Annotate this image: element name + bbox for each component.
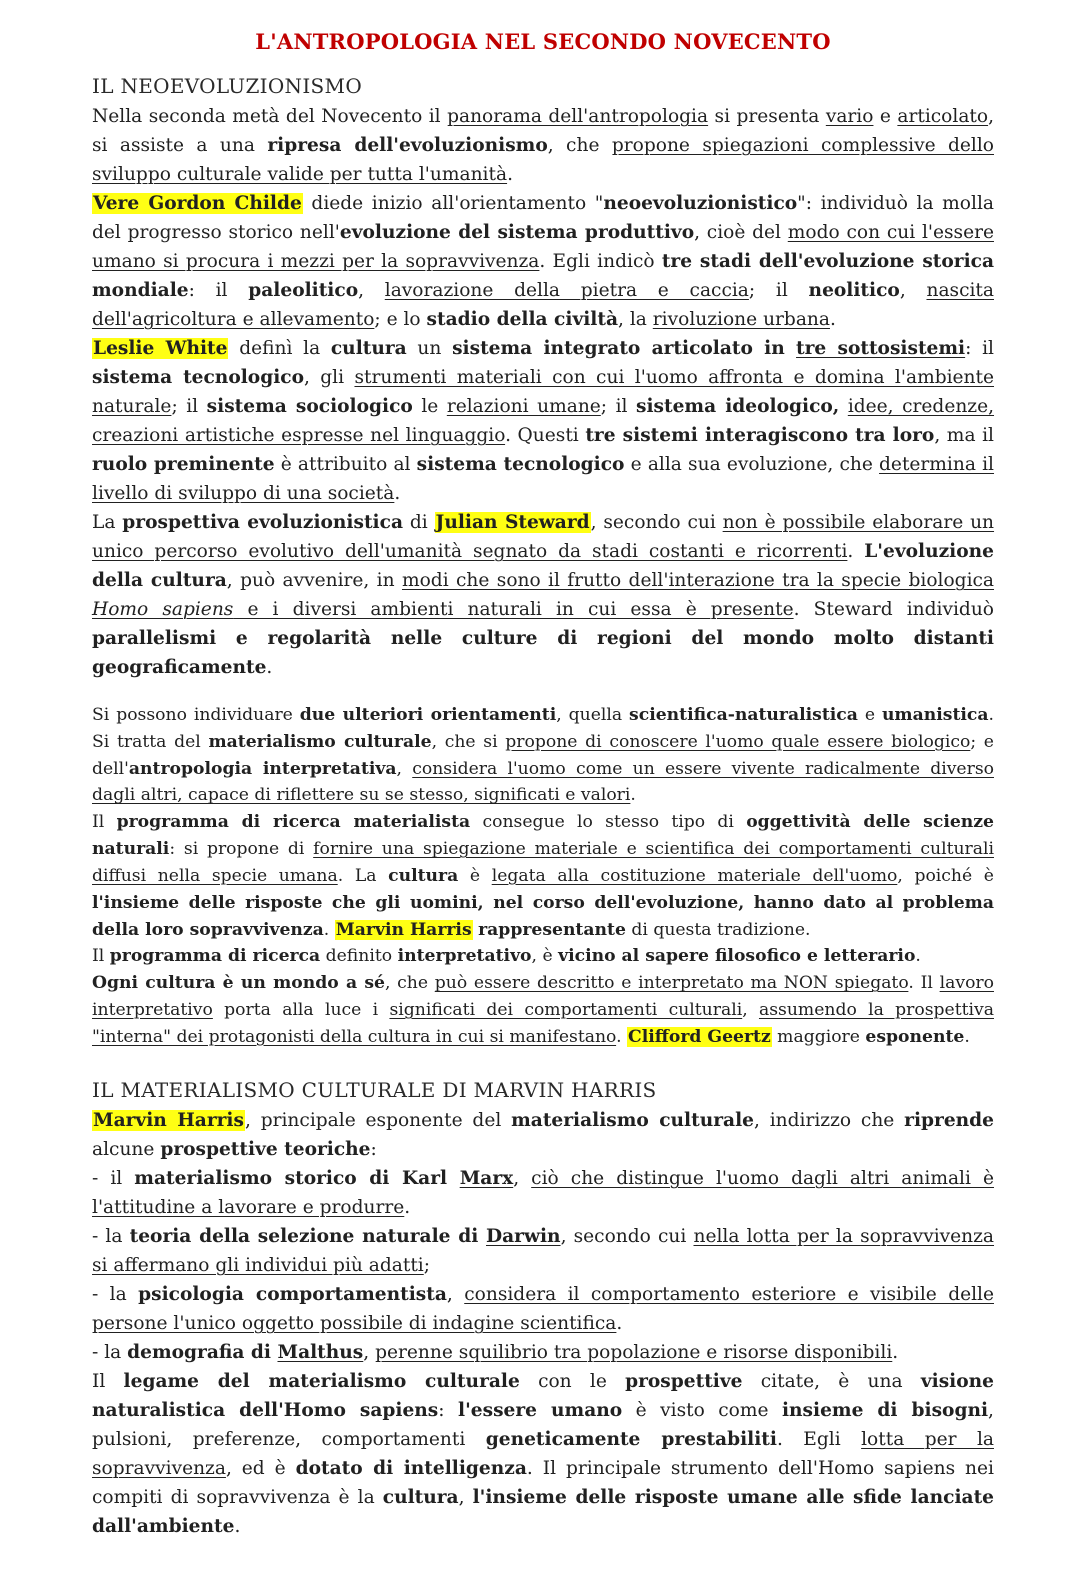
paragraph xyxy=(92,809,994,943)
text-segment: , principale esponente del xyxy=(244,1109,512,1131)
text-segment: antropologia interpretativa xyxy=(128,758,397,779)
text-segment: . xyxy=(234,1515,241,1537)
text-segment: Il xyxy=(92,946,110,967)
text-segment: Il xyxy=(92,812,117,833)
text-segment: materialismo culturale xyxy=(208,731,432,752)
text-segment: , xyxy=(458,1486,473,1508)
text-segment: propone spiegazioni complessive dello sviluppo culturale valide per tutta l'umanità xyxy=(92,134,994,185)
text-segment: - la xyxy=(92,1341,128,1363)
text-segment: sistema integrato articolato in xyxy=(452,337,797,359)
text-segment: , ed è xyxy=(225,1457,296,1479)
text-segment: teoria della selezione naturale di xyxy=(129,1225,486,1247)
text-segment: dotato di intelligenza xyxy=(295,1457,527,1479)
text-segment: Homo sapiens xyxy=(92,598,234,620)
text-segment: , cioè del xyxy=(694,221,788,243)
text-segment: maggiore xyxy=(771,1026,866,1047)
section-body-neoevoluzionismo xyxy=(92,102,994,1051)
text-segment: : il xyxy=(965,337,994,359)
text-segment: , che xyxy=(547,134,612,156)
text-segment: l'insieme delle risposte umane alle sfide lanciate dall'ambiente xyxy=(92,1486,994,1537)
text-segment: , xyxy=(899,279,927,301)
text-segment: cultura xyxy=(330,337,407,359)
text-segment: e alla sua evoluzione, che xyxy=(624,453,880,475)
text-segment: , è xyxy=(531,946,559,967)
text-segment: paleolitico xyxy=(248,279,359,301)
text-segment: Malthus xyxy=(277,1341,364,1363)
text-segment: . xyxy=(915,946,921,967)
text-segment: ; e dell' xyxy=(92,731,994,779)
text-segment: , secondo cui xyxy=(560,1225,694,1247)
text-segment: cultura xyxy=(388,865,459,886)
text-segment: : xyxy=(370,1138,377,1160)
text-segment: , quella xyxy=(556,704,630,725)
text-segment: , xyxy=(446,1283,465,1305)
text-segment: L'evoluzione della cultura xyxy=(92,540,994,591)
text-segment: oggettività delle scienze naturali xyxy=(92,812,994,860)
paragraph xyxy=(92,1367,994,1541)
text-segment: e xyxy=(873,105,898,127)
text-segment: non è possibile elaborare un unico percorso evolutivo dell'umanità segnato da stadi costanti e ricorrenti xyxy=(92,511,995,562)
text-segment: è attribuito al xyxy=(274,453,417,475)
text-segment: , poiché è xyxy=(897,865,994,886)
text-segment: prospettiva evoluzionistica xyxy=(122,511,403,533)
text-segment: Nella seconda metà del Novecento il xyxy=(92,105,448,127)
text-segment: programma di ricerca xyxy=(109,946,321,967)
text-segment: La xyxy=(92,511,123,533)
text-segment: cultura xyxy=(382,1486,459,1508)
text-segment: , indirizzo che xyxy=(753,1109,905,1131)
text-segment: interpretativo xyxy=(397,946,532,967)
text-segment: , si assiste a una xyxy=(92,105,994,156)
text-segment: porta alla luce i xyxy=(212,1000,390,1021)
text-segment: sistema tecnologico xyxy=(92,366,304,388)
paragraph xyxy=(92,1338,994,1367)
text-segment: alcune xyxy=(92,1138,161,1160)
text-segment: legame del materialismo culturale xyxy=(123,1370,520,1392)
text-segment: di questa tradizione. xyxy=(625,919,811,940)
text-segment: . xyxy=(847,540,865,562)
text-segment: ": individuò la molla del progresso storico nell' xyxy=(92,192,994,243)
text-segment: parallelismi e regolarità nelle culture di regioni del mondo molto distanti geograficamente xyxy=(92,627,994,678)
text-segment: ; e lo xyxy=(374,308,427,330)
text-segment: , secondo cui xyxy=(590,511,723,533)
paragraph xyxy=(92,334,994,508)
text-segment: . La xyxy=(337,865,389,886)
text-segment: neoevoluzionistico xyxy=(603,192,798,214)
highlighted-name: Clifford Geertz xyxy=(628,1026,771,1047)
text-segment: riprende xyxy=(904,1109,994,1131)
text-segment: ; xyxy=(423,1254,431,1276)
text-segment: materialismo culturale xyxy=(511,1109,754,1131)
text-segment: tre sistemi interagiscono tra loro xyxy=(585,424,935,446)
text-segment xyxy=(839,396,848,417)
text-segment: fornire una spiegazione materiale e scientifica dei comportamenti culturali diffusi nella specie umana xyxy=(92,839,994,886)
text-segment: e i diversi ambienti naturali in cui essa è presente xyxy=(233,598,794,620)
text-segment: . Egli xyxy=(776,1428,862,1450)
text-segment: assumendo la prospettiva "interna" dei protagonisti della cultura in cui si manifestano xyxy=(92,1000,994,1047)
text-segment: Marx xyxy=(459,1167,514,1189)
text-segment: legata alla costituzione materiale dell'uomo xyxy=(491,865,898,886)
highlighted-name: Leslie White xyxy=(93,337,228,359)
paragraph xyxy=(92,702,994,809)
text-segment: esponente xyxy=(865,1026,965,1047)
text-segment: : si propone di xyxy=(169,839,314,860)
text-segment: modo con cui l'essere umano si procura i mezzi per la sopravvivenza xyxy=(92,221,994,272)
text-segment: ciò che distingue l'uomo dagli altri animali è l'attitudine a lavorare e produrre xyxy=(92,1167,994,1218)
text-segment: : il xyxy=(188,279,249,301)
text-segment: , che xyxy=(384,973,435,994)
text-segment: vario xyxy=(825,105,874,127)
text-segment: è visto come xyxy=(622,1399,782,1421)
text-segment: , xyxy=(363,1341,376,1363)
text-segment: Si possono individuare xyxy=(92,704,300,725)
text-segment: definito xyxy=(320,946,398,967)
text-segment: scientifica-naturalistica xyxy=(629,704,858,725)
text-segment: , xyxy=(396,758,413,779)
text-segment: vicino al sapere filosofico e letterario xyxy=(558,946,916,967)
text-segment: rappresentante xyxy=(478,919,626,940)
text-segment: può essere descritto e interpretato ma NON spiegato xyxy=(434,973,909,994)
text-segment: neolitico xyxy=(808,279,900,301)
text-segment: , la xyxy=(618,308,653,330)
text-segment: visione naturalistica dell'Homo sapiens xyxy=(92,1370,994,1421)
text-segment: prospettive xyxy=(625,1370,743,1392)
text-segment: , xyxy=(742,1000,759,1021)
text-segment: e xyxy=(857,704,882,725)
paragraph xyxy=(92,1106,994,1164)
text-segment: programma di ricerca materialista xyxy=(116,812,471,833)
text-segment: nascita dell'agricoltura e allevamento xyxy=(92,279,994,330)
text-segment: Darwin xyxy=(486,1225,561,1247)
text-segment: tre stadi dell'evoluzione storica mondiale xyxy=(92,250,995,301)
text-segment: , ma il xyxy=(934,424,994,446)
text-segment: insieme di bisogni xyxy=(781,1399,989,1421)
text-segment: relazioni umane xyxy=(446,395,601,417)
text-segment: ripresa dell'evoluzionismo xyxy=(267,134,548,156)
text-segment: due ulteriori orientamenti xyxy=(299,704,557,725)
text-segment: l'insieme delle risposte che gli uomini, nel corso dell'evoluzione, hanno dato al problema della loro sopravvivenza xyxy=(92,892,994,940)
text-segment: evoluzione del sistema produttivo xyxy=(339,221,695,243)
text-segment: - il xyxy=(92,1167,135,1189)
text-segment: un xyxy=(406,337,453,359)
paragraph xyxy=(92,1222,994,1280)
text-segment: Il xyxy=(92,1370,124,1392)
text-segment: materialismo storico di Karl xyxy=(134,1167,460,1189)
section-heading-neoevoluzionismo: IL NEOEVOLUZIONISMO xyxy=(92,73,363,98)
text-segment: - la xyxy=(92,1283,139,1305)
text-segment: con le xyxy=(519,1370,626,1392)
text-segment: diede inizio all'orientamento " xyxy=(302,192,604,214)
highlighted-name: Julian Steward xyxy=(435,511,590,533)
text-segment: ; il xyxy=(748,279,809,301)
text-segment: citate, è una xyxy=(742,1370,921,1392)
text-segment: definì la xyxy=(228,337,331,359)
text-segment: si presenta xyxy=(708,105,826,127)
text-segment: rivoluzione urbana xyxy=(652,308,830,330)
text-segment: sistema sociologico xyxy=(206,395,413,417)
text-segment: considera l'uomo come un essere vivente radicalmente diverso dagli altri, capace di riflettere su se stesso, significati e valori xyxy=(92,758,994,806)
text-segment: . xyxy=(404,1196,411,1218)
text-segment: geneticamente prestabiliti xyxy=(485,1428,777,1450)
text-segment: ; il xyxy=(600,395,637,417)
text-segment: lavorazione della pietra e caccia xyxy=(384,279,749,301)
text-segment: le xyxy=(412,395,447,417)
text-segment: propone di conoscere l'uomo quale essere biologico xyxy=(505,731,971,752)
text-segment: . xyxy=(323,919,335,940)
text-segment: demografia di xyxy=(127,1341,278,1363)
paragraph xyxy=(92,189,994,334)
section-body-materialismo-culturale xyxy=(92,1106,994,1541)
text-segment: . Il xyxy=(908,973,940,994)
text-segment: . xyxy=(394,482,401,504)
section-materialismo-culturale xyxy=(92,1075,994,1541)
text-segment: articolato xyxy=(897,105,989,127)
text-segment: . Questi xyxy=(505,424,586,446)
text-segment: . xyxy=(616,1312,623,1334)
text-segment: - la xyxy=(92,1225,130,1247)
text-segment: . xyxy=(507,163,513,185)
section-neoevoluzionismo xyxy=(92,71,994,1051)
text-segment: . Steward individuò xyxy=(793,598,995,620)
highlighted-name: Vere Gordon Childe xyxy=(93,192,302,214)
text-segment: . xyxy=(964,1026,970,1047)
text-segment: Ogni cultura è un mondo a sé xyxy=(92,973,385,994)
text-segment: lavoro interpretativo xyxy=(92,973,994,1021)
text-segment: consegue lo stesso tipo di xyxy=(470,812,747,833)
text-segment: ; il xyxy=(171,395,207,417)
text-segment: nella lotta per la sopravvivenza si affermano gli individui più adatti xyxy=(92,1225,995,1276)
text-segment: sistema tecnologico xyxy=(416,453,625,475)
text-segment: , pulsioni, preferenze, comportamenti xyxy=(92,1399,994,1450)
text-segment: . xyxy=(892,1341,899,1363)
text-segment: perenne squilibrio tra popolazione e risorse disponibili xyxy=(375,1341,893,1363)
text-segment: strumenti materiali con cui l'uomo affronta e domina l'ambiente naturale xyxy=(92,366,995,417)
highlighted-name: Marvin Harris xyxy=(93,1109,244,1131)
text-segment: . Il principale strumento dell'Homo sapiens nei compiti di sopravvivenza è la xyxy=(92,1457,994,1508)
text-segment: , xyxy=(513,1167,532,1189)
text-segment: panorama dell'antropologia xyxy=(447,105,709,127)
text-segment: : xyxy=(438,1399,459,1421)
text-segment: è xyxy=(458,865,492,886)
text-segment: . xyxy=(829,308,836,330)
text-segment: umanistica xyxy=(881,704,989,725)
text-segment: idee, credenze, creazioni artistiche espresse nel linguaggio xyxy=(92,395,995,446)
text-segment: , che si xyxy=(431,731,506,752)
paragraph xyxy=(92,970,994,1050)
text-segment: , gli xyxy=(304,366,355,388)
text-segment: tre sottosistemi xyxy=(796,337,966,359)
paragraph xyxy=(92,1280,994,1338)
text-segment: lotta per la sopravvivenza xyxy=(92,1428,994,1479)
document-title: L'ANTROPOLOGIA NEL SECONDO NOVECENTO xyxy=(255,29,831,54)
text-segment: . Si tratta del xyxy=(92,704,994,752)
text-segment: psicologia comportamentista xyxy=(138,1283,447,1305)
text-segment: l'essere umano xyxy=(458,1399,623,1421)
paragraph xyxy=(92,943,994,970)
text-segment: modi che sono il frutto dell'interazione tra la specie biologica xyxy=(401,569,995,591)
text-segment: . Egli indicò xyxy=(539,250,662,272)
text-segment: di xyxy=(403,511,435,533)
text-segment: . xyxy=(630,785,636,806)
text-segment: considera il comportamento esteriore e visibile delle persone l'unico oggetto possibile di indagine scientifica xyxy=(92,1283,994,1334)
paragraph xyxy=(92,102,994,189)
text-segment: stadio della civiltà xyxy=(426,308,619,330)
text-segment: determina il livello di sviluppo di una società xyxy=(92,453,995,504)
paragraph xyxy=(92,1164,994,1222)
text-segment: prospettive teoriche xyxy=(160,1138,371,1160)
text-segment: significati dei comportamenti culturali xyxy=(389,1000,743,1021)
text-segment: , può avvenire, in xyxy=(226,569,402,591)
text-segment: ruolo preminente xyxy=(92,453,275,475)
highlighted-name: Marvin Harris xyxy=(335,919,472,940)
paragraph xyxy=(92,508,994,682)
text-segment: sistema ideologico, xyxy=(636,395,840,417)
section-heading-materialismo-culturale: IL MATERIALISMO CULTURALE DI MARVIN HARRIS xyxy=(92,1077,657,1102)
text-segment: . xyxy=(616,1026,628,1047)
text-segment: . xyxy=(266,656,273,678)
text-segment: , xyxy=(358,279,385,301)
